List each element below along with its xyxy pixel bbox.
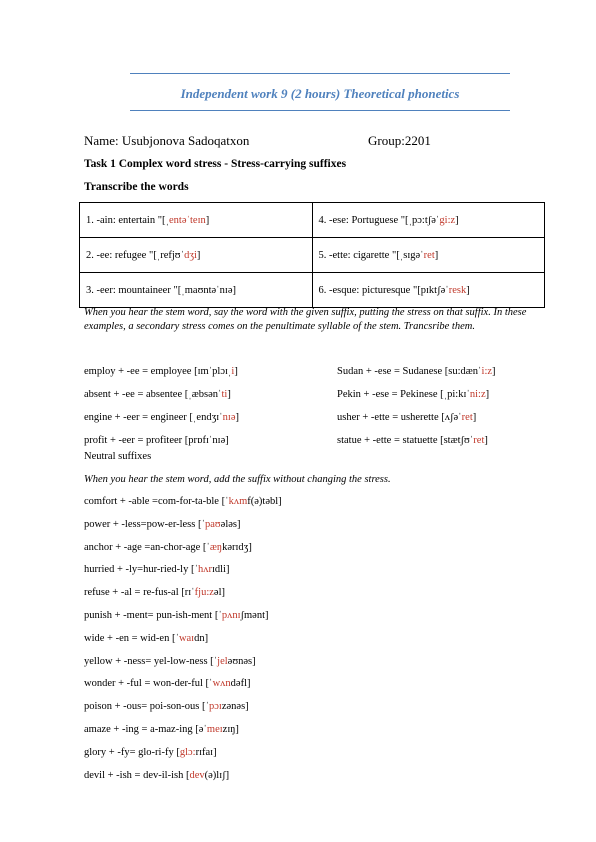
entry-text: ɪdli] bbox=[211, 564, 230, 576]
entry-text: wonder + -ful = won-der-ful [ˈ bbox=[84, 678, 213, 690]
top-rule bbox=[130, 73, 510, 74]
example-right bbox=[337, 435, 488, 446]
stressed-syllable: pʌnɪ bbox=[221, 610, 241, 621]
list-item bbox=[84, 724, 239, 735]
table-cell bbox=[312, 203, 545, 238]
entry-text: ] bbox=[205, 214, 210, 226]
entry-text: ] bbox=[434, 249, 439, 261]
entry-text: hurried + -ly=hur-ried-ly [ˈ bbox=[84, 564, 198, 576]
entry-text: dəfl] bbox=[230, 678, 251, 690]
stressed-syllable: pɔɪ bbox=[209, 701, 222, 713]
list-item bbox=[84, 656, 256, 667]
stressed-syllable: nɪə bbox=[222, 412, 236, 423]
table-cell bbox=[312, 238, 545, 273]
list-item bbox=[84, 678, 250, 689]
stressed-syllable: entəˈteɪn bbox=[169, 214, 206, 226]
neutral-heading: Neutral suffixes bbox=[84, 451, 152, 462]
entry-text: 3. -eer: mountaineer "[ˌmaʊntəˈnɪə] bbox=[86, 284, 236, 296]
transcribe-heading: Transcribe the words bbox=[84, 181, 189, 193]
entry-text: ] bbox=[234, 366, 238, 377]
entry-text: punish + -ment= pun-ish-ment [ˈ bbox=[84, 610, 222, 621]
list-item bbox=[84, 564, 229, 575]
stressed-syllable: resk bbox=[448, 284, 467, 296]
example-right bbox=[337, 412, 476, 423]
entry-text: ] bbox=[484, 435, 488, 446]
stressed-syllable: ti bbox=[221, 389, 228, 400]
table-cell bbox=[80, 238, 313, 273]
entry-text: ʃmənt] bbox=[240, 610, 269, 621]
entry-text: 5. -ette: cigarette "[ˌsɪgəˈ bbox=[318, 249, 424, 261]
stressed-syllable: ret bbox=[473, 435, 485, 446]
stressed-syllable: paʊ bbox=[204, 518, 221, 530]
stressed-syllable: dev bbox=[189, 769, 205, 781]
stressed-syllable: kʌm bbox=[228, 496, 248, 507]
list-item bbox=[84, 770, 229, 781]
stressed-syllable: glɔ: bbox=[179, 746, 196, 758]
stressed-syllable: ret bbox=[423, 249, 435, 261]
entry-text: wide + -en = wid-en [ˈ bbox=[84, 632, 179, 644]
table-row bbox=[80, 203, 545, 238]
student-name: Name: Usubjonova Sadoqatxon bbox=[84, 133, 250, 148]
entry-text: ] bbox=[196, 249, 201, 261]
list-item bbox=[84, 610, 269, 621]
list-item bbox=[84, 542, 252, 553]
entry-text: 2. -ee: refugee "[ˌrefjʊˈ bbox=[86, 249, 185, 261]
entry-text: dn] bbox=[194, 632, 209, 644]
entry-text: ] bbox=[455, 214, 459, 226]
entry-text: power + -less=pow-er-less [ˈ bbox=[84, 518, 205, 530]
page-title: Independent work 9 (2 hours) Theoretical phonetics bbox=[180, 86, 460, 101]
entry-text: əl] bbox=[213, 587, 225, 599]
entry-text: absent + -ee = absentee [ˌæbsənˈ bbox=[84, 389, 222, 400]
entry-text: amaze + -ing = a-maz-ing [əˈ bbox=[84, 724, 207, 735]
entry-text: ] bbox=[466, 284, 470, 296]
example-left bbox=[84, 435, 229, 446]
stressed-syllable: ret bbox=[461, 412, 473, 423]
entry-text: ] bbox=[472, 412, 477, 423]
stressed-syllable: waɪ bbox=[178, 632, 195, 644]
entry-text: 4. -ese: Portuguese "[ˌpɔ:tʃəˈ bbox=[318, 214, 440, 226]
table-cell bbox=[80, 203, 313, 238]
stressed-syllable: ni:z bbox=[469, 389, 486, 400]
stressed-syllable: i:z bbox=[481, 366, 493, 377]
entry-text: anchor + -age =an-chor-age [ˈ bbox=[84, 541, 210, 553]
entry-text: 1. -ain: entertain "[ˌ bbox=[86, 214, 170, 226]
entry-text: kərɪdʒ] bbox=[222, 541, 252, 553]
entry-text: refuse + -al = re-fus-al [rɪˈ bbox=[84, 587, 195, 599]
list-item bbox=[84, 633, 208, 644]
list-item bbox=[84, 747, 217, 758]
stressed-syllable: jel bbox=[217, 655, 228, 667]
entry-text: ] bbox=[235, 412, 239, 423]
stressed-syllable: æŋ bbox=[209, 541, 223, 553]
bottom-rule bbox=[130, 110, 510, 111]
entry-text: zɪŋ] bbox=[222, 724, 239, 735]
entry-text: ] bbox=[227, 389, 231, 400]
entry-text: rɪfaɪ] bbox=[195, 746, 217, 758]
entry-text: comfort + -able =com-for-ta-ble [ˈ bbox=[84, 496, 229, 507]
stressed-syllable: meɪ bbox=[206, 724, 223, 735]
table-row bbox=[80, 238, 545, 273]
group-label: Group:2201 bbox=[368, 133, 431, 148]
list-item bbox=[84, 587, 225, 598]
entry-text: Pekin + -ese = Pekinese [ˌpi:kɪˈ bbox=[337, 389, 470, 400]
entry-text: nɪə] bbox=[212, 435, 229, 446]
entry-text: yellow + -ness= yel-low-ness [ˈ bbox=[84, 655, 218, 667]
entry-text: employ + -ee = employee [ɪmˈplɔɪˌ bbox=[84, 366, 232, 377]
entry-text: əʊnəs] bbox=[227, 655, 256, 667]
entry-text: poison + -ous= poi-son-ous [ˈ bbox=[84, 701, 210, 713]
list-item bbox=[84, 701, 249, 712]
example-right bbox=[337, 366, 496, 377]
stressed-syllable: dʒi bbox=[184, 249, 197, 261]
list-item bbox=[84, 496, 282, 507]
example-left bbox=[84, 366, 238, 377]
table-cell bbox=[312, 273, 545, 308]
entry-text: profit + -eer = profiteer [prɒfɪˈ bbox=[84, 435, 213, 446]
entry-text: ] bbox=[492, 366, 496, 377]
entry-text: zənəs] bbox=[221, 701, 249, 713]
example-left bbox=[84, 412, 239, 423]
entry-text: ] bbox=[485, 389, 490, 400]
example-right bbox=[337, 389, 489, 400]
task-heading: Task 1 Complex word stress - Stress-carrying suffixes bbox=[84, 158, 347, 170]
entry-text: (ə)lɪʃ] bbox=[204, 769, 230, 781]
entry-text: ələs] bbox=[220, 518, 241, 530]
stressed-syllable: hʌr bbox=[197, 564, 212, 576]
entry-text: engine + -eer = engineer [ˌendʒɪˈ bbox=[84, 412, 223, 423]
stressed-syllable: wʌn bbox=[212, 678, 231, 690]
list-item bbox=[84, 519, 241, 530]
entry-text: Sudan + -ese = Sudanese [su:dænˈ bbox=[337, 366, 482, 377]
entry-text: usher + -ette = usherette [ʌʃəˈ bbox=[337, 412, 462, 423]
entry-text: 6. -esque: picturesque "[pɪktʃəˈ bbox=[318, 284, 449, 296]
stressed-syllable: fju:z bbox=[194, 587, 214, 599]
entry-text: f(ə)təbl] bbox=[247, 496, 282, 507]
transcription-table bbox=[79, 202, 545, 308]
neutral-instructions: When you hear the stem word, add the suffix without changing the stress. bbox=[84, 474, 391, 485]
table-cell bbox=[80, 273, 313, 308]
entry-text: statue + -ette = statuette [stætʃʊˈ bbox=[337, 435, 474, 446]
example-left bbox=[84, 389, 231, 400]
entry-text: devil + -ish = dev-il-ish [ bbox=[84, 769, 190, 781]
stressed-syllable: gi:z bbox=[439, 214, 456, 226]
stressed-syllable: i bbox=[231, 366, 235, 377]
instructions: When you hear the stem word, say the word with the given suffix, putting the stress on that suffix. In these examples, a secondary stress comes on the penultimate syllable of the stem. Trancsribe them. bbox=[84, 307, 527, 332]
entry-text: glory + -fy= glo-ri-fy [ bbox=[84, 746, 180, 758]
table-row bbox=[80, 273, 545, 308]
